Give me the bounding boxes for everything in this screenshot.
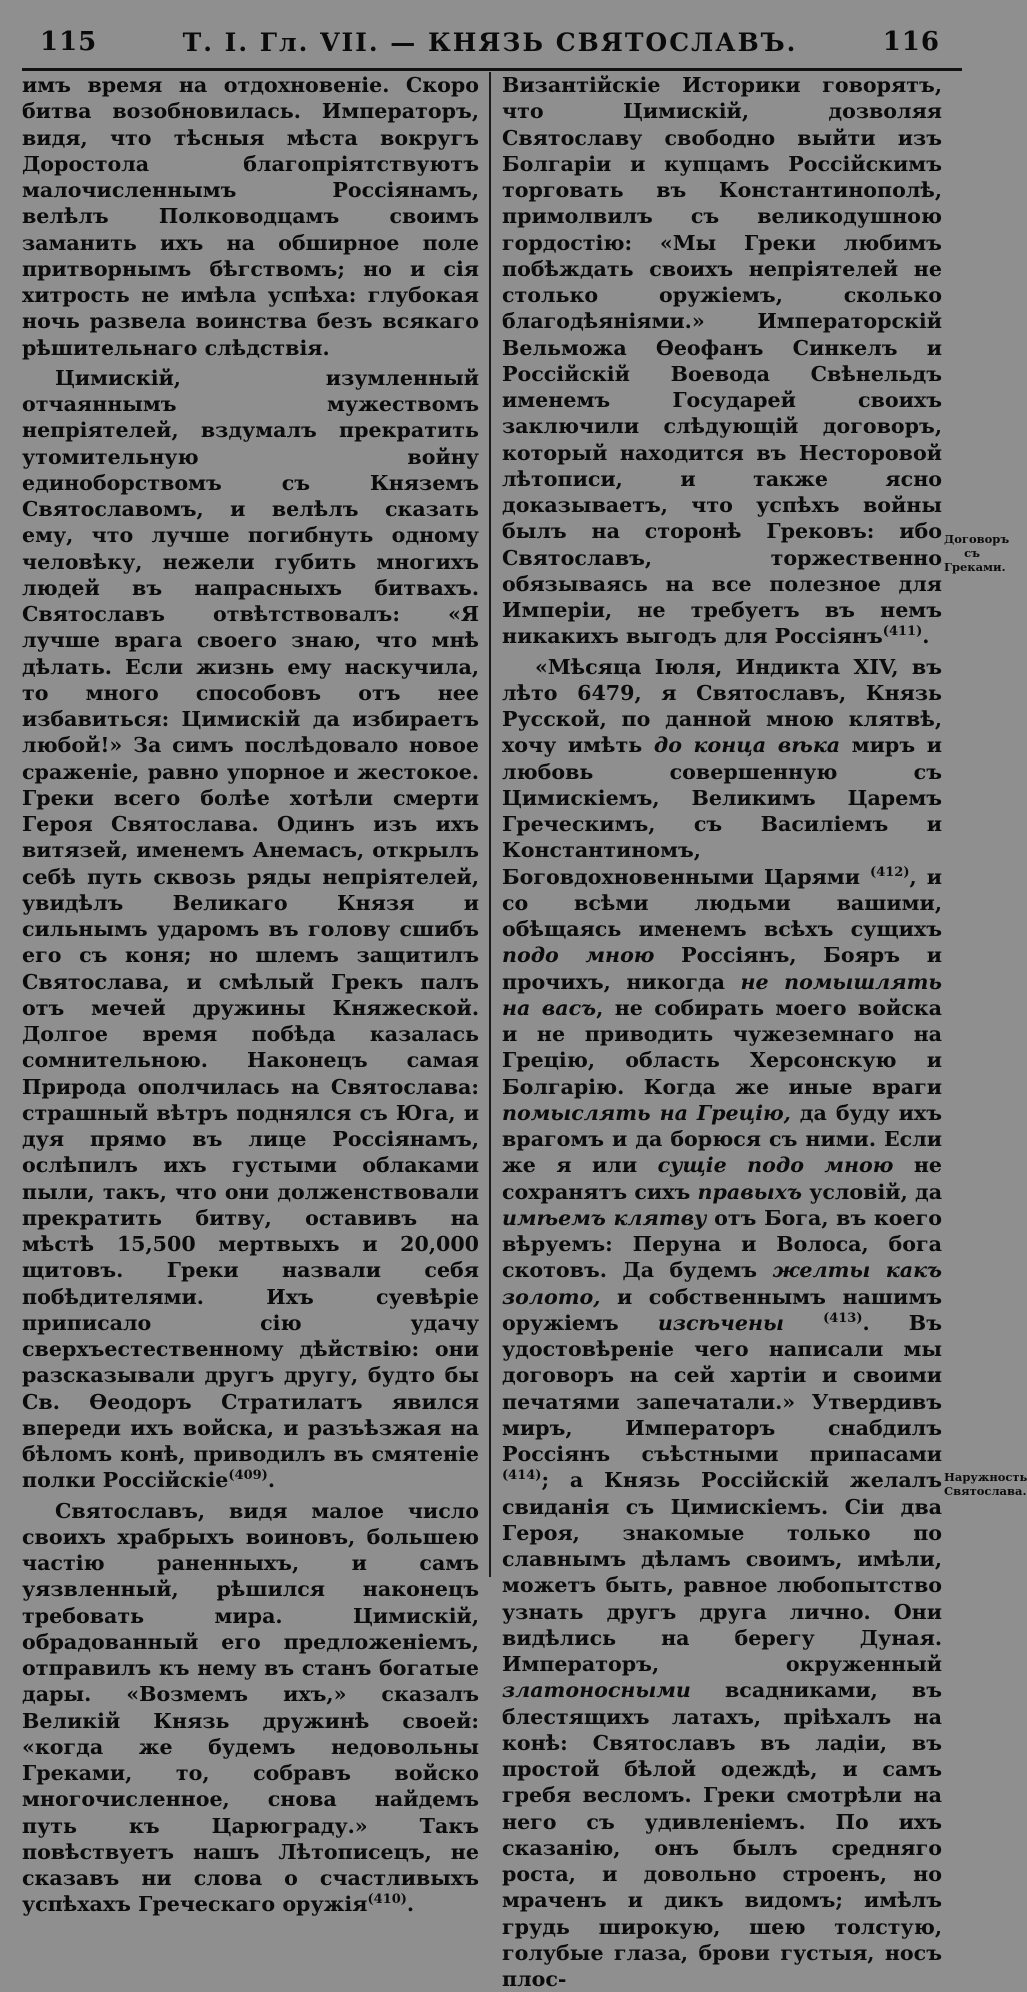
column-divider xyxy=(489,72,491,1577)
margin-note-treaty: Договоръ съ Греками. xyxy=(944,532,1000,574)
footnote-ref: (411) xyxy=(883,624,922,639)
treaty-paragraph: «Мѣсяца Іюля, Индикта XIV, въ лѣто 6479, я Святославъ, Князь Русской, по данной мною клятвѣ, хочу имѣть до конца вѣка миръ и любовь совершенную съ Цимискіемъ, Великимъ Царемъ Греческимъ, съ Василіемъ и Константиномъ, Боговдохновенными Царями $^{(412)}$, и со всѣми людьми вашими, обѣщаясь именемъ всѣхъ сущихъ подо мною Россіянъ, Бояръ и прочихъ, никогда не помышлять на васъ, не собирать моего войска и не приводить чужеземнаго на Грецію, область Херсонскую и Болгарію. Когда же иные враги помыслять на Грецію, да буду ихъ врагомъ и да борюся съ ними. Если же я или сущіе подо мною не сохранятъ сихъ правыхъ условій, да имѣемъ клятву отъ Бога, въ коего вѣруемъ: Перуна и Волоса, бога скотовъ. Да будемъ желты какъ золото, и собственнымъ нашимъ оружіемъ изсѣчены $^{(413)}$. Въ удостовѣреніе чего написали мы договоръ на сей хартіи и своими печатями запечатали.» Утвердивъ миръ, Императоръ снабдилъ Россіянъ съѣстными припасами $^{(414)}$; а Князь Россійскій желалъ свиданія съ Цимискіемъ. Сіи два Героя, знакомые только по славнымъ дѣламъ своимъ, имѣли, можетъ быть, равное любопытство узнать другъ друга лично. Они видѣлись на берегу Дуная. Императоръ, окруженный златоносными всадниками, въ блестящихъ латахъ, пріѣхалъ на конѣ: Святославъ въ ладіи, въ простой бѣлой одеждѣ, и самъ гребя весломъ. Греки смотрѣли на него съ удивленіемъ. По ихъ сказанію, онъ былъ средняго роста, и довольно строенъ, но мраченъ и дикъ видомъ; имѣлъ грудь широкую, шею толстую, голубые глаза, брови густыя, носъ плос- xyxy=(502,654,942,1992)
header-rule xyxy=(22,68,962,71)
footnote-ref: (410) xyxy=(367,1892,406,1907)
paragraph: Святославъ, видя малое число своихъ храбрыхъ воиновъ, большею частію раненныхъ, и самъ уязвленный, рѣшился наконецъ требовать мира. Цимискій, обрадованный его предложеніемъ, отправилъ къ нему въ станъ богатые дары. «Возмемъ ихъ,» сказалъ Великій Князь дружинѣ своей: «когда же будемъ недовольны Греками, то, собравъ войско многочисленное, снова найдемъ путь къ Царюграду.» Такъ повѣствуетъ нашъ Лѣтописецъ, не сказавъ ни слова о счастливыхъ успѣхахъ Греческаго оружія$^{(410)}$. xyxy=(22,1498,479,1918)
footnote-ref: (409) xyxy=(228,1468,267,1483)
paragraph: Византійскіе Историки говорятъ, что Цимискій, дозволяя Святославу свободно выйти изъ Болгаріи и купцамъ Россійскимъ торговать въ Константинополѣ, примолвилъ съ великодушною гордостію: «Мы Греки любимъ побѣждать своихъ непріятелей не столько оружіемъ, сколько благодѣяніями.» Императорскій Вельможа Ѳеофанъ Синкелъ и Россійскій Воевода Свѣнельдъ именемъ Государей своихъ заключили слѣдующій договоръ, который находится въ Несторовой лѣтописи, и также ясно доказываетъ, что успѣхъ войны былъ на сторонѣ Грековъ: ибо Святославъ, торжественно обязываясь на все полезное для Имперіи, не требуетъ въ немъ никакихъ выгодъ для Россіянъ$^{(411)}$. xyxy=(502,72,942,650)
running-title: Т. I. Гл. VII. — КНЯЗЬ СВЯТОСЛАВЪ. xyxy=(183,28,798,57)
right-column xyxy=(502,72,942,1592)
left-column xyxy=(22,72,479,1592)
running-header xyxy=(40,18,940,66)
page-number-left: 115 xyxy=(40,27,97,57)
paragraph: имъ время на отдохновеніе. Скоро битва возобновилась. Императоръ, видя, что тѣсныя мѣста вокругъ Доростола благопріятствуютъ малочисленнымъ Россіянамъ, велѣлъ Полководцамъ своимъ заманить ихъ на обширное поле притворнымъ бѣгствомъ; но и сія хитрость не имѣла успѣха: глубокая ночь развела воинства безъ всякаго рѣшительнаго слѣдствія. xyxy=(22,72,479,361)
paragraph: Цимискій, изумленный отчаяннымъ мужествомъ непріятелей, вздумалъ прекратить утомительную войну единоборствомъ съ Княземъ Святославомъ, и велѣлъ сказать ему, что лучше погибнуть одному человѣку, нежели губить многихъ людей въ напрасныхъ битвахъ. Святославъ отвѣтствовалъ: «Я лучше врага своего знаю, что мнѣ дѣлать. Если жизнь ему наскучила, то много способовъ отъ нее избавиться: Цимискій да избираетъ любой!» За симъ послѣдовало новое сраженіе, равно упорное и жестокое. Греки всего болѣе хотѣли смерти Героя Святослава. Одинъ изъ ихъ витязей, именемъ Анемасъ, открылъ себѣ путь сквозь ряды непріятелей, увидѣлъ Великаго Князя и сильнымъ ударомъ въ голову сшибъ его съ коня; но шлемъ защитилъ Святослава, и смѣлый Грекъ палъ отъ мечей дружины Княжеской. Долгое время побѣда казалась сомнительною. Наконецъ самая Природа ополчилась на Святослава: страшный вѣтръ поднялся съ Юга, и дуя прямо въ лице Россіянамъ, ослѣпилъ ихъ густыми облаками пыли, такъ, что они долженствовали прекратить битву, оставивъ на мѣстѣ 15,500 мертвыхъ и 20,000 щитовъ. Греки назвали себя побѣдителями. Ихъ суевѣріе приписало сію удачу сверхъестественному дѣйствію: они разсказывали другъ другу, будто бы Св. Ѳеодоръ Стратилатъ явился впереди ихъ войска, и разъѣзжая на бѣломъ конѣ, приводилъ въ смятеніе полки Россійскіе$^{(409)}$. xyxy=(22,365,479,1494)
footnote-ref: (414) xyxy=(502,1468,541,1483)
margin-note-appearance: Наружность Святослава. xyxy=(944,1470,1000,1498)
page-number-right: 116 xyxy=(883,27,940,57)
footnote-ref: (412) xyxy=(870,865,909,880)
footnote-ref: (413) xyxy=(823,1311,862,1326)
